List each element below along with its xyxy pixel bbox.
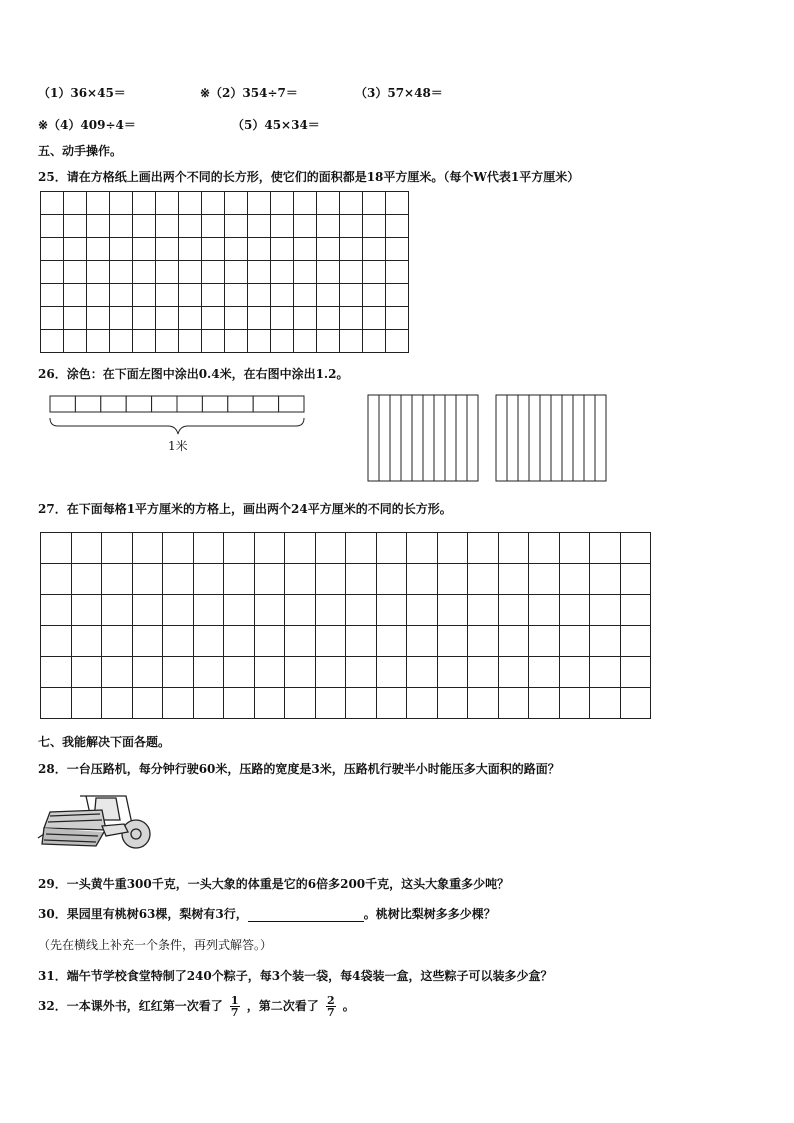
grid-cell[interactable]: [498, 688, 529, 719]
grid-cell[interactable]: [407, 533, 438, 564]
grid-cell[interactable]: [317, 330, 340, 353]
grid-cell[interactable]: [294, 261, 317, 284]
grid-cell[interactable]: [193, 533, 224, 564]
fraction-denominator: 7: [326, 1006, 335, 1019]
grid-cell[interactable]: [71, 688, 102, 719]
grid-cell[interactable]: [64, 238, 87, 261]
grid-cell[interactable]: [294, 330, 317, 353]
grid-cell[interactable]: [102, 533, 133, 564]
grid-cell[interactable]: [179, 238, 202, 261]
meter-brace: [50, 418, 304, 434]
grid-cell[interactable]: [71, 626, 102, 657]
grid-cell[interactable]: [468, 626, 499, 657]
grid-cell[interactable]: [71, 657, 102, 688]
grid-cell[interactable]: [468, 564, 499, 595]
fraction-one-seventh: [230, 995, 240, 1018]
calc-3: （3）57×48＝: [355, 86, 443, 100]
grid-cell[interactable]: [285, 688, 316, 719]
grid-cell[interactable]: [41, 595, 72, 626]
grid-cell[interactable]: [132, 564, 163, 595]
bar-segment[interactable]: [50, 396, 75, 412]
grid-cell[interactable]: [386, 330, 409, 353]
grid-cell[interactable]: [498, 564, 529, 595]
grid-cell[interactable]: [376, 564, 407, 595]
grid-cell[interactable]: [87, 307, 110, 330]
grid-cell[interactable]: [317, 192, 340, 215]
grid-cell[interactable]: [346, 564, 377, 595]
grid-cell[interactable]: [271, 261, 294, 284]
grid-cell[interactable]: [437, 657, 468, 688]
grid-cell[interactable]: [156, 330, 179, 353]
meter-bar-figure[interactable]: [48, 394, 310, 436]
grid-cell[interactable]: [41, 330, 64, 353]
grid-cell[interactable]: [132, 626, 163, 657]
strip-cell[interactable]: [423, 395, 434, 481]
grid-cell[interactable]: [407, 626, 438, 657]
grid-cell[interactable]: [110, 284, 133, 307]
grid-cell[interactable]: [315, 657, 346, 688]
grid-cell[interactable]: [179, 307, 202, 330]
grid-cell[interactable]: [346, 533, 377, 564]
grid-cell[interactable]: [468, 657, 499, 688]
question-32-part-b: ，第二次看了: [246, 999, 319, 1013]
grid-cell[interactable]: [529, 595, 560, 626]
grid-cell[interactable]: [407, 564, 438, 595]
grid-cell[interactable]: [179, 215, 202, 238]
bar-segment[interactable]: [126, 396, 151, 412]
strip-cell[interactable]: [445, 395, 456, 481]
grid-cell[interactable]: [179, 192, 202, 215]
grid-cell[interactable]: [363, 261, 386, 284]
grid-cell[interactable]: [202, 238, 225, 261]
question-28: 28．一台压路机，每分钟行驶60米，压路的宽度是3米，压路机行驶半小时能压多大面积的路面？: [38, 762, 560, 776]
grid-cell[interactable]: [156, 261, 179, 284]
grid-cell[interactable]: [225, 307, 248, 330]
grid-cell[interactable]: [529, 564, 560, 595]
grid-cell[interactable]: [202, 284, 225, 307]
grid-cell[interactable]: [64, 307, 87, 330]
strip-cell[interactable]: [379, 395, 390, 481]
grid-cell[interactable]: [468, 595, 499, 626]
grid-cell[interactable]: [386, 284, 409, 307]
grid-cell[interactable]: [224, 688, 255, 719]
calc-1: （1）36×45＝: [38, 86, 126, 100]
grid-cell[interactable]: [133, 192, 156, 215]
bar-segment[interactable]: [101, 396, 126, 412]
grid-cell[interactable]: [620, 657, 651, 688]
grid-cell[interactable]: [315, 564, 346, 595]
grid-cell[interactable]: [87, 330, 110, 353]
grid-cell[interactable]: [529, 657, 560, 688]
grid-cell[interactable]: [248, 261, 271, 284]
question-30-part-a: 30．果园里有桃树63棵，梨树有3行，: [38, 907, 248, 921]
grid-cell[interactable]: [340, 192, 363, 215]
grid-cell[interactable]: [620, 688, 651, 719]
question-31: 31．端午节学校食堂特制了240个粽子，每3个装一袋，每4袋装一盒，这些粽子可以装多少盒？: [38, 969, 553, 983]
grid-cell[interactable]: [317, 307, 340, 330]
grid-cell[interactable]: [64, 330, 87, 353]
road-roller-image: [36, 786, 156, 858]
grid-cell[interactable]: [133, 284, 156, 307]
grid-cell[interactable]: [340, 238, 363, 261]
grid-cell[interactable]: [254, 688, 285, 719]
grid-cell[interactable]: [363, 330, 386, 353]
bar-segment[interactable]: [177, 396, 202, 412]
grid-cell[interactable]: [64, 215, 87, 238]
grid-cell[interactable]: [102, 564, 133, 595]
grid-cell[interactable]: [590, 595, 621, 626]
grid-cell[interactable]: [376, 688, 407, 719]
strip-cell[interactable]: [496, 395, 507, 481]
grid-cell[interactable]: [248, 284, 271, 307]
grid-cell[interactable]: [376, 657, 407, 688]
grid-cell[interactable]: [41, 238, 64, 261]
grid-cell[interactable]: [498, 533, 529, 564]
grid-cell[interactable]: [156, 192, 179, 215]
grid-cell[interactable]: [110, 307, 133, 330]
grid-cell[interactable]: [41, 626, 72, 657]
grid-cell[interactable]: [437, 626, 468, 657]
question-32: [38, 995, 355, 1018]
grid-cell[interactable]: [132, 595, 163, 626]
grid-cell[interactable]: [202, 330, 225, 353]
grid-cell[interactable]: [225, 261, 248, 284]
grid-cell[interactable]: [254, 595, 285, 626]
grid-cell[interactable]: [294, 307, 317, 330]
grid-cell[interactable]: [340, 307, 363, 330]
bar-segment[interactable]: [253, 396, 278, 412]
grid-cell[interactable]: [87, 261, 110, 284]
grid-cell[interactable]: [590, 657, 621, 688]
grid-cell[interactable]: [559, 595, 590, 626]
grid-cell[interactable]: [64, 192, 87, 215]
strip-cell[interactable]: [368, 395, 379, 481]
fraction-two-sevenths: [326, 995, 336, 1018]
grid-cell[interactable]: [110, 238, 133, 261]
grid-cell[interactable]: [225, 284, 248, 307]
grid-cell[interactable]: [437, 533, 468, 564]
meter-label: 1米: [168, 439, 188, 453]
question-27: 27．在下面每格1平方厘米的方格上，画出两个24平方厘米的不同的长方形。: [38, 502, 452, 516]
grid-cell[interactable]: [346, 595, 377, 626]
strip-cell[interactable]: [551, 395, 562, 481]
strip-cell[interactable]: [573, 395, 584, 481]
grid-cell[interactable]: [163, 564, 194, 595]
grid-cell[interactable]: [224, 595, 255, 626]
grid-cell[interactable]: [179, 261, 202, 284]
grid-cell[interactable]: [193, 657, 224, 688]
section-seven-heading: 七、我能解决下面各题。: [38, 735, 171, 749]
question-32-part-c: 。: [342, 999, 355, 1013]
strip-panels-figure[interactable]: [366, 393, 608, 483]
strip-cell[interactable]: [390, 395, 401, 481]
grid-cell[interactable]: [102, 688, 133, 719]
grid-cell[interactable]: [437, 688, 468, 719]
strip-cell[interactable]: [562, 395, 573, 481]
bar-segment[interactable]: [75, 396, 100, 412]
grid-cell[interactable]: [64, 261, 87, 284]
grid-cell[interactable]: [156, 238, 179, 261]
grid-cell[interactable]: [163, 657, 194, 688]
grid-cell[interactable]: [248, 238, 271, 261]
grid-cell[interactable]: [468, 533, 499, 564]
grid-cell[interactable]: [132, 533, 163, 564]
question-30: [38, 905, 496, 922]
calc-4: ※（4）409÷4＝: [38, 118, 136, 132]
grid-cell[interactable]: [156, 215, 179, 238]
grid-cell[interactable]: [620, 595, 651, 626]
grid-cell[interactable]: [202, 192, 225, 215]
grid-cell[interactable]: [193, 688, 224, 719]
grid-cell[interactable]: [163, 688, 194, 719]
question-32-part-a: 32．一本课外书，红红第一次看了: [38, 999, 223, 1013]
grid-cell[interactable]: [224, 564, 255, 595]
grid-cell[interactable]: [87, 284, 110, 307]
grid-27[interactable]: [40, 532, 651, 719]
grid-cell[interactable]: [437, 564, 468, 595]
grid-cell[interactable]: [41, 215, 64, 238]
grid-cell[interactable]: [468, 688, 499, 719]
grid-cell[interactable]: [590, 626, 621, 657]
question-29: 29．一头黄牛重300千克，一头大象的体重是它的6倍多200千克，这头大象重多少吨？: [38, 877, 510, 891]
grid-cell[interactable]: [317, 215, 340, 238]
grid-cell[interactable]: [179, 330, 202, 353]
grid-cell[interactable]: [285, 626, 316, 657]
grid-cell[interactable]: [156, 284, 179, 307]
grid-cell[interactable]: [110, 261, 133, 284]
grid-cell[interactable]: [285, 564, 316, 595]
grid-cell[interactable]: [376, 626, 407, 657]
grid-cell[interactable]: [202, 261, 225, 284]
grid-cell[interactable]: [248, 330, 271, 353]
strip-cell[interactable]: [518, 395, 529, 481]
grid-cell[interactable]: [559, 564, 590, 595]
grid-cell[interactable]: [346, 626, 377, 657]
grid-cell[interactable]: [294, 238, 317, 261]
grid-cell[interactable]: [386, 238, 409, 261]
grid-cell[interactable]: [163, 626, 194, 657]
question-26: 26．涂色：在下面左图中涂出0.4米，在右图中涂出1.2。: [38, 367, 349, 381]
grid-cell[interactable]: [294, 284, 317, 307]
grid-cell[interactable]: [271, 215, 294, 238]
grid-cell[interactable]: [248, 192, 271, 215]
grid-cell[interactable]: [407, 657, 438, 688]
fraction-numerator: 1: [230, 994, 239, 1007]
grid-cell[interactable]: [248, 215, 271, 238]
grid-cell[interactable]: [340, 261, 363, 284]
grid-cell[interactable]: [407, 688, 438, 719]
grid-cell[interactable]: [437, 595, 468, 626]
grid-cell[interactable]: [224, 626, 255, 657]
grid-cell[interactable]: [41, 307, 64, 330]
bar-segment[interactable]: [228, 396, 253, 412]
grid-cell[interactable]: [529, 688, 560, 719]
grid-cell[interactable]: [315, 688, 346, 719]
strip-cell[interactable]: [467, 395, 478, 481]
grid-cell[interactable]: [529, 533, 560, 564]
grid-cell[interactable]: [498, 657, 529, 688]
calc-2: ※（2）354÷7＝: [200, 86, 298, 100]
grid-cell[interactable]: [407, 595, 438, 626]
grid-cell[interactable]: [110, 330, 133, 353]
grid-cell[interactable]: [163, 595, 194, 626]
grid-cell[interactable]: [179, 284, 202, 307]
grid-cell[interactable]: [340, 330, 363, 353]
grid-cell[interactable]: [193, 564, 224, 595]
grid-cell[interactable]: [132, 657, 163, 688]
grid-cell[interactable]: [71, 595, 102, 626]
grid-cell[interactable]: [271, 284, 294, 307]
grid-cell[interactable]: [285, 657, 316, 688]
grid-cell[interactable]: [315, 595, 346, 626]
grid-cell[interactable]: [254, 626, 285, 657]
strip-cell[interactable]: [507, 395, 518, 481]
grid-cell[interactable]: [248, 307, 271, 330]
grid-cell[interactable]: [294, 192, 317, 215]
grid-cell[interactable]: [315, 626, 346, 657]
grid-cell[interactable]: [41, 192, 64, 215]
grid-cell[interactable]: [346, 688, 377, 719]
grid-cell[interactable]: [317, 261, 340, 284]
grid-cell[interactable]: [559, 626, 590, 657]
grid-cell[interactable]: [315, 533, 346, 564]
grid-cell[interactable]: [363, 192, 386, 215]
grid-cell[interactable]: [386, 215, 409, 238]
grid-cell[interactable]: [363, 238, 386, 261]
grid-cell[interactable]: [133, 215, 156, 238]
grid-cell[interactable]: [202, 307, 225, 330]
grid-cell[interactable]: [224, 657, 255, 688]
grid-cell[interactable]: [340, 215, 363, 238]
grid-cell[interactable]: [87, 215, 110, 238]
grid-cell[interactable]: [254, 657, 285, 688]
grid-cell[interactable]: [620, 533, 651, 564]
grid-cell[interactable]: [102, 657, 133, 688]
grid-cell[interactable]: [156, 307, 179, 330]
grid-25[interactable]: [40, 191, 409, 353]
grid-cell[interactable]: [41, 688, 72, 719]
grid-cell[interactable]: [87, 192, 110, 215]
grid-cell[interactable]: [271, 238, 294, 261]
bar-segment[interactable]: [202, 396, 227, 412]
grid-cell[interactable]: [294, 215, 317, 238]
section-five-heading: 五、动手操作。: [38, 144, 123, 158]
grid-cell[interactable]: [590, 688, 621, 719]
strip-cell[interactable]: [540, 395, 551, 481]
grid-cell[interactable]: [193, 595, 224, 626]
grid-cell[interactable]: [590, 533, 621, 564]
grid-cell[interactable]: [386, 192, 409, 215]
calc-5: （5）45×34＝: [232, 118, 320, 132]
grid-cell[interactable]: [363, 215, 386, 238]
grid-cell[interactable]: [71, 564, 102, 595]
grid-cell[interactable]: [133, 238, 156, 261]
strip-cell[interactable]: [401, 395, 412, 481]
grid-cell[interactable]: [102, 595, 133, 626]
grid-cell[interactable]: [41, 533, 72, 564]
grid-cell[interactable]: [559, 657, 590, 688]
grid-cell[interactable]: [102, 626, 133, 657]
fraction-denominator: 7: [230, 1006, 239, 1019]
grid-cell[interactable]: [71, 533, 102, 564]
grid-cell[interactable]: [317, 284, 340, 307]
grid-cell[interactable]: [271, 192, 294, 215]
grid-cell[interactable]: [498, 626, 529, 657]
grid-cell[interactable]: [225, 238, 248, 261]
grid-cell[interactable]: [529, 626, 560, 657]
grid-cell[interactable]: [41, 261, 64, 284]
grid-cell[interactable]: [224, 533, 255, 564]
grid-cell[interactable]: [271, 330, 294, 353]
grid-cell[interactable]: [285, 595, 316, 626]
grid-cell[interactable]: [317, 238, 340, 261]
grid-cell[interactable]: [133, 307, 156, 330]
grid-cell[interactable]: [254, 564, 285, 595]
bar-segment[interactable]: [279, 396, 304, 412]
strip-cell[interactable]: [595, 395, 606, 481]
strip-cell[interactable]: [412, 395, 423, 481]
grid-cell[interactable]: [498, 595, 529, 626]
grid-cell[interactable]: [193, 626, 224, 657]
grid-cell[interactable]: [41, 284, 64, 307]
grid-cell[interactable]: [376, 533, 407, 564]
grid-cell[interactable]: [376, 595, 407, 626]
grid-cell[interactable]: [110, 215, 133, 238]
question-30-part-b: 。桃树比梨树多多少棵？: [363, 907, 496, 921]
grid-cell[interactable]: [271, 307, 294, 330]
grid-cell[interactable]: [590, 564, 621, 595]
grid-cell[interactable]: [41, 657, 72, 688]
grid-cell[interactable]: [64, 284, 87, 307]
question-30-note: （先在横线上补充一个条件，再列式解答。）: [38, 938, 273, 952]
grid-cell[interactable]: [163, 533, 194, 564]
grid-cell[interactable]: [41, 564, 72, 595]
grid-cell[interactable]: [363, 307, 386, 330]
grid-cell[interactable]: [559, 688, 590, 719]
grid-cell[interactable]: [386, 307, 409, 330]
grid-cell[interactable]: [110, 192, 133, 215]
grid-cell[interactable]: [132, 688, 163, 719]
grid-cell[interactable]: [202, 215, 225, 238]
bar-segment[interactable]: [152, 396, 177, 412]
question-25: 25．请在方格纸上画出两个不同的长方形，使它们的面积都是18平方厘米。（每个W代表1平方厘米）: [38, 170, 580, 184]
strip-cell[interactable]: [529, 395, 540, 481]
question-30-blank[interactable]: [248, 909, 364, 922]
fraction-numerator: 2: [326, 994, 335, 1007]
grid-cell[interactable]: [254, 533, 285, 564]
grid-cell[interactable]: [363, 284, 386, 307]
grid-cell[interactable]: [559, 533, 590, 564]
strip-cell[interactable]: [584, 395, 595, 481]
grid-cell[interactable]: [285, 533, 316, 564]
grid-cell[interactable]: [225, 192, 248, 215]
grid-cell[interactable]: [87, 238, 110, 261]
grid-cell[interactable]: [620, 564, 651, 595]
grid-cell[interactable]: [225, 330, 248, 353]
grid-cell[interactable]: [620, 626, 651, 657]
grid-cell[interactable]: [225, 215, 248, 238]
strip-cell[interactable]: [456, 395, 467, 481]
grid-cell[interactable]: [133, 330, 156, 353]
grid-cell[interactable]: [386, 261, 409, 284]
grid-cell[interactable]: [346, 657, 377, 688]
grid-cell[interactable]: [133, 261, 156, 284]
grid-cell[interactable]: [340, 284, 363, 307]
strip-cell[interactable]: [434, 395, 445, 481]
